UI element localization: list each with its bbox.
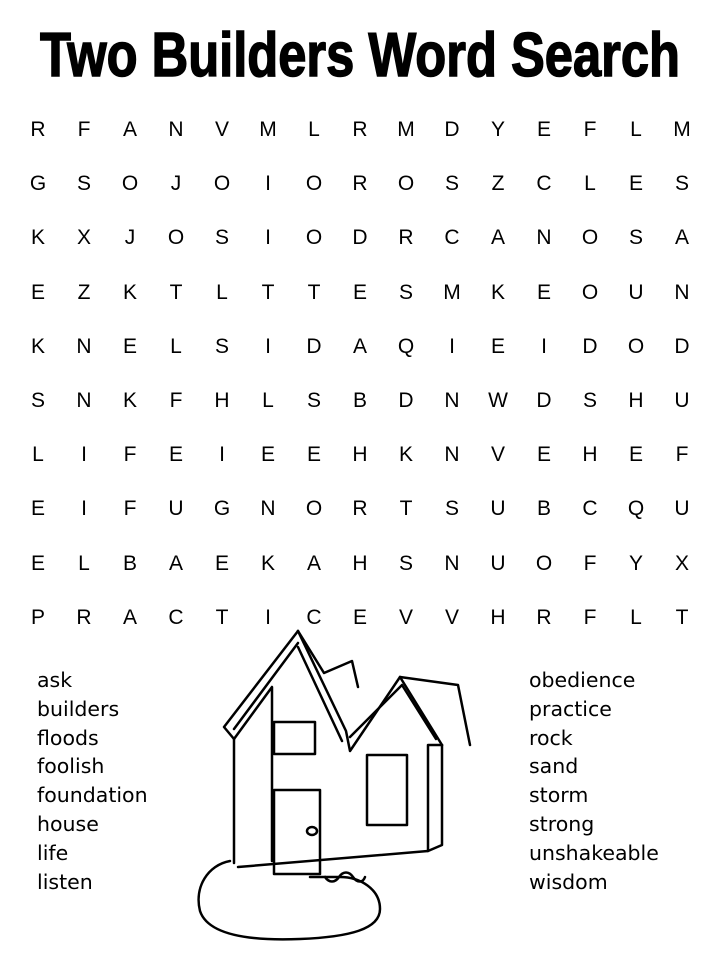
word-list-item: foolish <box>37 754 105 779</box>
grid-letter[interactable]: A <box>490 226 505 250</box>
grid-letter[interactable]: N <box>444 551 460 575</box>
grid-letter[interactable]: E <box>490 334 505 358</box>
grid-letter[interactable]: M <box>397 118 415 141</box>
grid-letter[interactable]: N <box>444 443 460 467</box>
grid-letter[interactable]: T <box>261 280 275 304</box>
grid-letter[interactable]: E <box>536 443 551 467</box>
grid-letter[interactable]: U <box>674 497 690 521</box>
grid-letter[interactable]: D <box>398 389 414 412</box>
grid-letter[interactable]: A <box>168 551 183 575</box>
grid-letter[interactable]: K <box>260 551 275 575</box>
grid-letter[interactable]: I <box>265 334 271 358</box>
grid-letter[interactable]: F <box>583 118 597 141</box>
grid-letter[interactable]: I <box>449 334 455 358</box>
grid-letter[interactable]: A <box>674 226 689 250</box>
grid-letter[interactable]: F <box>77 118 91 141</box>
grid-letter[interactable]: Q <box>627 497 645 521</box>
grid-letter[interactable]: Y <box>490 118 505 141</box>
word-list-item: unshakeable <box>529 840 659 865</box>
grid-letter[interactable]: S <box>214 226 229 250</box>
word-list-right <box>529 666 659 896</box>
grid-letter[interactable]: T <box>399 497 413 521</box>
grid-letter[interactable]: U <box>490 497 506 521</box>
grid-letter[interactable]: L <box>630 118 642 141</box>
grid-letter[interactable]: V <box>444 605 459 629</box>
grid-letter[interactable]: L <box>32 443 44 467</box>
word-list-item: obedience <box>529 668 636 692</box>
grid-letter[interactable]: U <box>628 280 644 304</box>
grid-letter[interactable]: S <box>398 280 413 304</box>
grid-letter[interactable]: F <box>675 443 689 467</box>
grid-letter[interactable]: E <box>260 443 275 467</box>
grid-letter[interactable]: R <box>352 118 368 141</box>
grid-letter[interactable]: F <box>123 497 137 521</box>
grid-letter[interactable]: E <box>536 118 551 141</box>
grid-letter[interactable]: E <box>30 551 45 575</box>
grid-letter[interactable]: F <box>583 551 597 575</box>
grid-letter[interactable]: R <box>30 118 46 141</box>
grid-letter[interactable]: X <box>674 551 689 575</box>
grid-letter[interactable]: O <box>167 226 185 250</box>
grid-letter[interactable]: T <box>169 280 183 304</box>
grid-letter[interactable]: D <box>444 118 460 141</box>
grid-letter[interactable]: R <box>398 226 414 250</box>
grid-letter[interactable]: C <box>168 605 184 629</box>
grid-letter[interactable]: Z <box>77 280 91 304</box>
grid-letter[interactable]: R <box>536 605 552 629</box>
grid-letter[interactable]: R <box>352 172 368 196</box>
grid-letter[interactable]: O <box>581 226 599 250</box>
word-list-item: strong <box>529 811 595 836</box>
house-illustration <box>190 625 490 945</box>
grid-letter[interactable]: B <box>122 551 137 575</box>
grid-letter[interactable]: N <box>444 389 460 412</box>
grid-letter[interactable]: D <box>536 389 552 412</box>
grid-letter[interactable]: O <box>397 172 415 196</box>
grid-letter[interactable]: L <box>216 280 228 304</box>
grid-letter[interactable]: L <box>584 172 596 196</box>
grid-letter[interactable]: V <box>398 605 413 629</box>
grid-letter[interactable]: R <box>352 497 368 521</box>
grid-letter[interactable]: B <box>536 497 551 521</box>
grid-letter[interactable]: N <box>536 226 552 250</box>
grid-letter[interactable]: L <box>78 551 90 575</box>
grid-letter[interactable]: V <box>214 118 229 141</box>
grid-letter[interactable]: Y <box>628 551 643 575</box>
grid-letter[interactable]: O <box>213 172 231 196</box>
grid-letter[interactable]: I <box>541 334 547 358</box>
grid-letter[interactable]: L <box>170 334 182 358</box>
grid-letter[interactable]: E <box>536 280 551 304</box>
grid-letter[interactable]: E <box>30 280 45 304</box>
grid-letter[interactable]: I <box>81 443 87 467</box>
grid-letter[interactable]: H <box>628 389 644 412</box>
grid-letter[interactable]: A <box>306 551 321 575</box>
grid-letter[interactable]: L <box>630 605 642 629</box>
grid-letter[interactable]: F <box>583 605 597 629</box>
grid-letter[interactable]: I <box>265 226 271 250</box>
word-list-item: ask <box>37 668 73 692</box>
grid-letter[interactable]: O <box>535 551 553 575</box>
grid-letter[interactable]: N <box>168 118 184 141</box>
window-icon <box>367 755 407 825</box>
word-list-item: life <box>37 840 69 865</box>
grid-letter[interactable]: U <box>674 389 690 412</box>
grid-letter[interactable]: O <box>305 172 323 196</box>
word-list-item: listen <box>37 869 93 894</box>
grid-letter[interactable]: B <box>352 389 367 412</box>
grid-letter[interactable]: M <box>443 280 461 304</box>
grid-letter[interactable]: S <box>398 551 413 575</box>
word-list-item: sand <box>529 754 579 779</box>
word-list-item: wisdom <box>529 869 608 894</box>
grid-letter[interactable]: S <box>674 172 689 196</box>
grid-letter[interactable]: Z <box>491 172 505 196</box>
grid-letter[interactable]: J <box>170 172 182 196</box>
grid-letter[interactable]: S <box>306 389 321 412</box>
word-list-item: house <box>37 811 99 836</box>
grid-letter[interactable]: K <box>122 389 137 412</box>
grid-letter[interactable]: K <box>30 226 45 250</box>
grid-letter[interactable]: T <box>307 280 321 304</box>
grid-letter[interactable]: E <box>306 443 321 467</box>
word-list-item: builders <box>37 696 120 721</box>
grid-letter[interactable]: R <box>76 605 92 629</box>
grid-letter[interactable]: A <box>122 605 137 629</box>
grid-letter[interactable]: S <box>30 389 45 412</box>
grid-letter[interactable]: O <box>627 334 645 358</box>
grid-letter[interactable]: D <box>674 334 690 358</box>
grid-letter[interactable]: D <box>306 334 322 358</box>
grid-letter[interactable]: S <box>444 172 459 196</box>
grid-letter[interactable]: I <box>265 605 271 629</box>
grid-letter[interactable]: A <box>352 334 367 358</box>
grid-letter[interactable]: S <box>76 172 91 196</box>
grid-letter[interactable]: I <box>265 172 271 196</box>
grid-letter[interactable]: N <box>76 389 92 412</box>
word-list-item: floods <box>37 725 99 750</box>
grid-letter[interactable]: G <box>29 172 47 196</box>
grid-letter[interactable]: O <box>581 280 599 304</box>
grid-letter[interactable]: T <box>215 605 229 629</box>
grid-letter[interactable]: S <box>214 334 229 358</box>
grid-letter[interactable]: N <box>260 497 276 521</box>
grid-letter[interactable]: K <box>122 280 137 304</box>
grid-letter[interactable]: D <box>352 226 368 250</box>
grid-letter[interactable]: E <box>352 280 367 304</box>
grid-letter[interactable]: C <box>444 226 460 250</box>
window-icon <box>274 722 315 754</box>
grid-letter[interactable]: E <box>30 497 45 521</box>
grid-letter[interactable]: P <box>30 605 45 629</box>
grid-letter[interactable]: E <box>168 443 183 467</box>
grid-letter[interactable]: E <box>352 605 367 629</box>
grid-letter[interactable]: C <box>536 172 552 196</box>
grid-letter[interactable]: K <box>398 443 413 467</box>
grid-letter[interactable]: H <box>352 443 368 467</box>
word-list-item: rock <box>529 725 573 750</box>
grid-letter[interactable]: S <box>444 497 459 521</box>
grid-letter[interactable]: N <box>674 280 690 304</box>
grid-letter[interactable]: M <box>673 118 691 141</box>
title-text: Two Builders Word Search <box>40 21 680 90</box>
grid-letter[interactable]: E <box>628 172 643 196</box>
grid-letter[interactable]: C <box>306 605 322 629</box>
word-list-left <box>37 666 148 896</box>
grid-letter[interactable]: M <box>259 118 277 141</box>
grid-letter[interactable]: D <box>582 334 598 358</box>
grid-letter[interactable]: O <box>121 172 139 196</box>
grid-letter[interactable]: H <box>352 551 368 575</box>
word-list-item: storm <box>529 783 589 808</box>
grid-letter[interactable]: U <box>168 497 184 521</box>
grid-letter[interactable]: O <box>305 497 323 521</box>
grid-letter[interactable]: L <box>308 118 320 141</box>
grid-letter[interactable]: S <box>628 226 643 250</box>
grid-letter[interactable]: E <box>122 334 137 358</box>
grid-letter[interactable]: X <box>76 226 91 250</box>
grid-letter[interactable]: J <box>124 226 136 250</box>
grid-letter[interactable]: K <box>30 334 45 358</box>
grid-letter[interactable]: H <box>490 605 506 629</box>
grid-letter[interactable]: T <box>675 605 689 629</box>
grid-letter[interactable]: H <box>582 443 598 467</box>
grid-letter[interactable]: W <box>488 389 508 412</box>
word-list-item: foundation <box>37 783 148 808</box>
grid-letter[interactable]: H <box>214 389 230 412</box>
grid-letter[interactable]: A <box>122 118 137 141</box>
grid-letter[interactable]: C <box>582 497 598 521</box>
grid-letter[interactable]: Q <box>397 334 415 358</box>
grid-letter[interactable]: N <box>76 334 92 358</box>
grid-letter[interactable]: O <box>305 226 323 250</box>
grid-letter[interactable]: L <box>262 389 274 412</box>
grid-letter[interactable]: G <box>213 497 231 521</box>
grid-letter[interactable]: V <box>490 443 505 467</box>
grid-letter[interactable]: E <box>214 551 229 575</box>
grid-letter[interactable]: I <box>219 443 225 467</box>
grid-letter[interactable]: K <box>490 280 505 304</box>
grid-letter[interactable]: F <box>123 443 137 467</box>
grid-letter[interactable]: U <box>490 551 506 575</box>
grid-letter[interactable]: I <box>81 497 87 521</box>
grid-letter[interactable]: E <box>628 443 643 467</box>
grid-letter[interactable]: S <box>582 389 597 412</box>
word-list-item: practice <box>529 696 612 721</box>
grid-letter[interactable]: F <box>169 389 183 412</box>
